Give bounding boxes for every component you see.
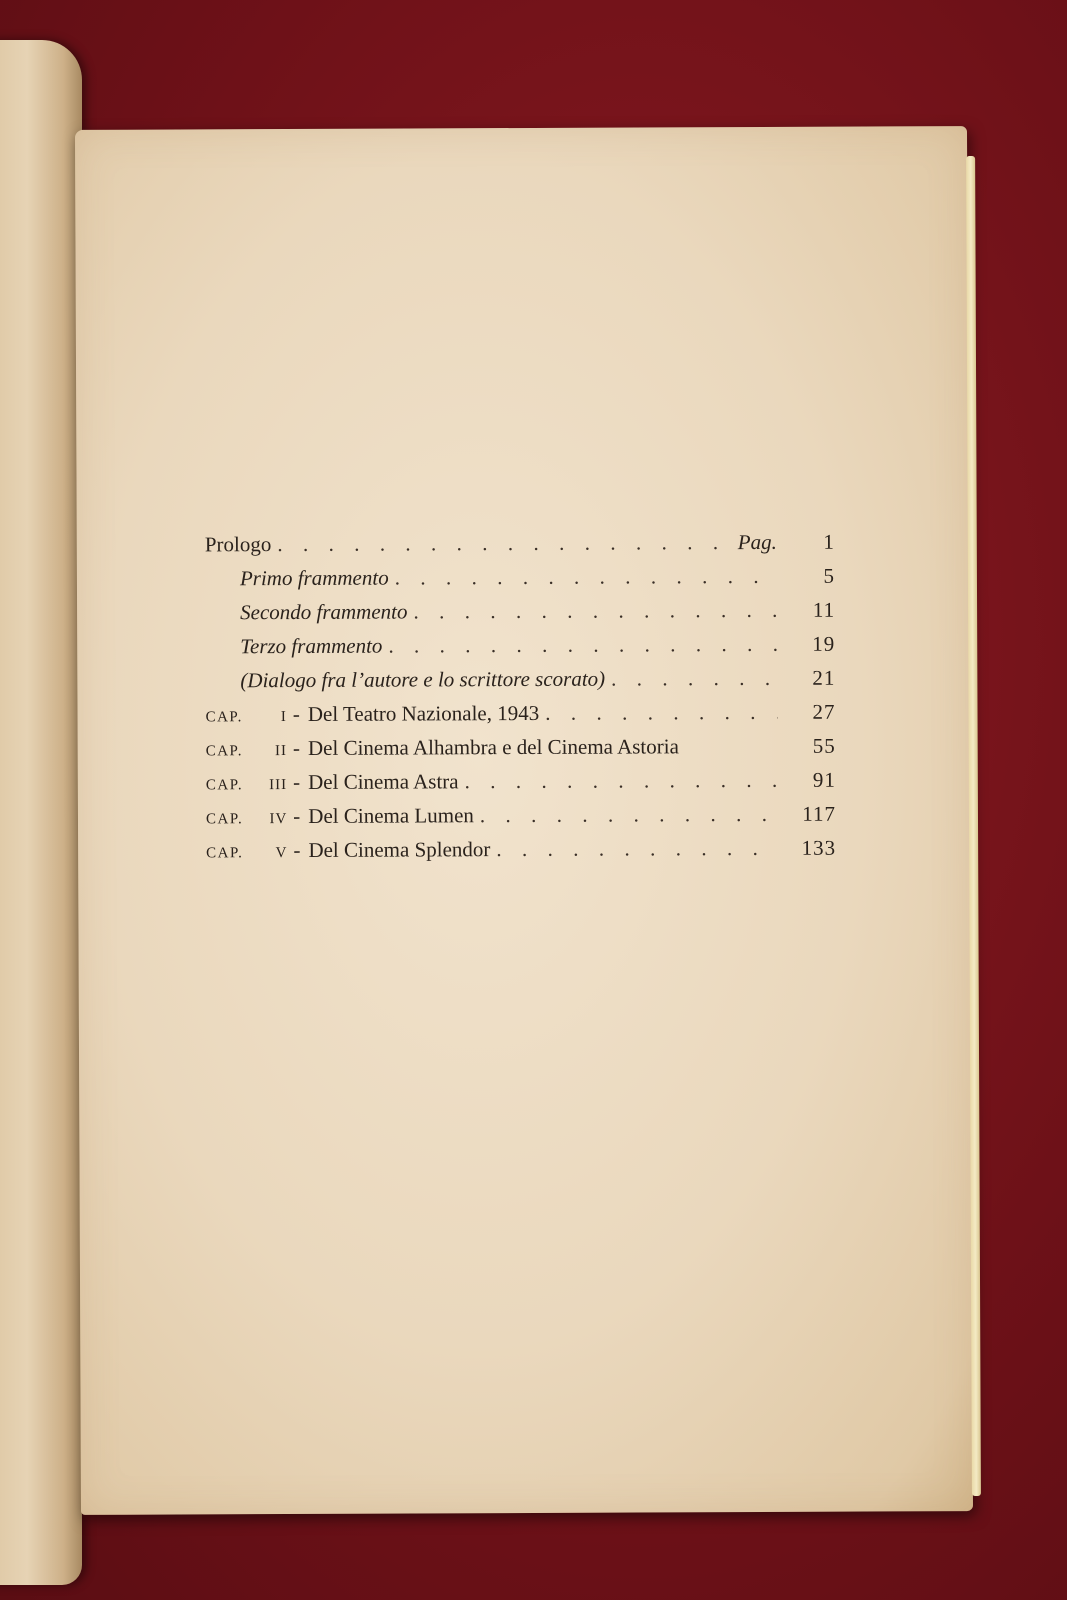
toc-title: Terzo frammento [240, 633, 383, 659]
page-number: 27 [812, 699, 836, 724]
toc-row-chapter [206, 729, 836, 766]
page-number: 55 [812, 733, 836, 758]
leader-dots [611, 661, 777, 696]
toc-title: Prologo [204, 532, 272, 557]
toc-title: (Dialogo fra l’autore e lo scrittore scorato) [240, 666, 606, 693]
chapter-number: V [275, 845, 288, 862]
toc-row-fragment [205, 559, 835, 596]
toc-row-prologue [205, 525, 835, 562]
left-page [0, 40, 82, 1585]
toc-row-chapter [205, 695, 835, 732]
dash: - [292, 701, 300, 727]
leader-dots [545, 695, 777, 730]
page-number: 11 [812, 597, 836, 622]
leader-dots [480, 797, 778, 832]
toc-row-chapter [206, 831, 836, 868]
dash: - [293, 769, 301, 795]
toc-title: Primo frammento [239, 565, 389, 591]
dash: - [293, 803, 301, 829]
toc-title: Del Cinema Splendor [308, 837, 491, 862]
toc-row-fragment [205, 627, 835, 664]
dash: - [292, 735, 301, 761]
chapter-number: I [280, 709, 287, 726]
page-number: 117 [802, 801, 837, 826]
toc-title: Del Cinema Alhambra e del Cinema Astoria [307, 734, 679, 760]
toc-row-chapter [206, 797, 836, 834]
dash: - [293, 837, 301, 863]
chapter-label: CAP. [205, 743, 244, 760]
leader-dots [388, 627, 777, 663]
toc-title: Del Cinema Lumen [308, 803, 474, 828]
leader-dots [413, 593, 777, 629]
page-number: 19 [812, 631, 836, 656]
toc-title: Del Teatro Nazionale, 1943 [307, 700, 540, 726]
chapter-number: III [269, 777, 288, 794]
table-of-contents [205, 525, 836, 868]
toc-row-fragment [205, 661, 835, 698]
page-edge [966, 156, 981, 1496]
book-page [75, 126, 973, 1515]
page-label: Pag. [737, 529, 777, 555]
chapter-number: IV [269, 811, 288, 828]
toc-row-fragment [205, 593, 835, 630]
leader-dots [277, 525, 732, 561]
page-number: 133 [801, 835, 837, 860]
toc-title: Secondo frammento [240, 599, 408, 625]
page-number: 5 [823, 563, 835, 588]
leader-dots [465, 763, 778, 798]
chapter-label: CAP. [205, 777, 244, 794]
toc-title: Del Cinema Astra [308, 769, 459, 794]
page-number: 91 [812, 767, 836, 792]
leader-dots [395, 559, 777, 595]
chapter-label: CAP. [206, 845, 244, 862]
leader-dots [496, 831, 778, 866]
page-number: 1 [823, 529, 835, 554]
chapter-number: II [274, 743, 288, 760]
page-number: 21 [812, 665, 836, 690]
toc-row-chapter [206, 763, 836, 800]
chapter-label: CAP. [205, 811, 244, 828]
chapter-label: CAP. [205, 709, 243, 726]
